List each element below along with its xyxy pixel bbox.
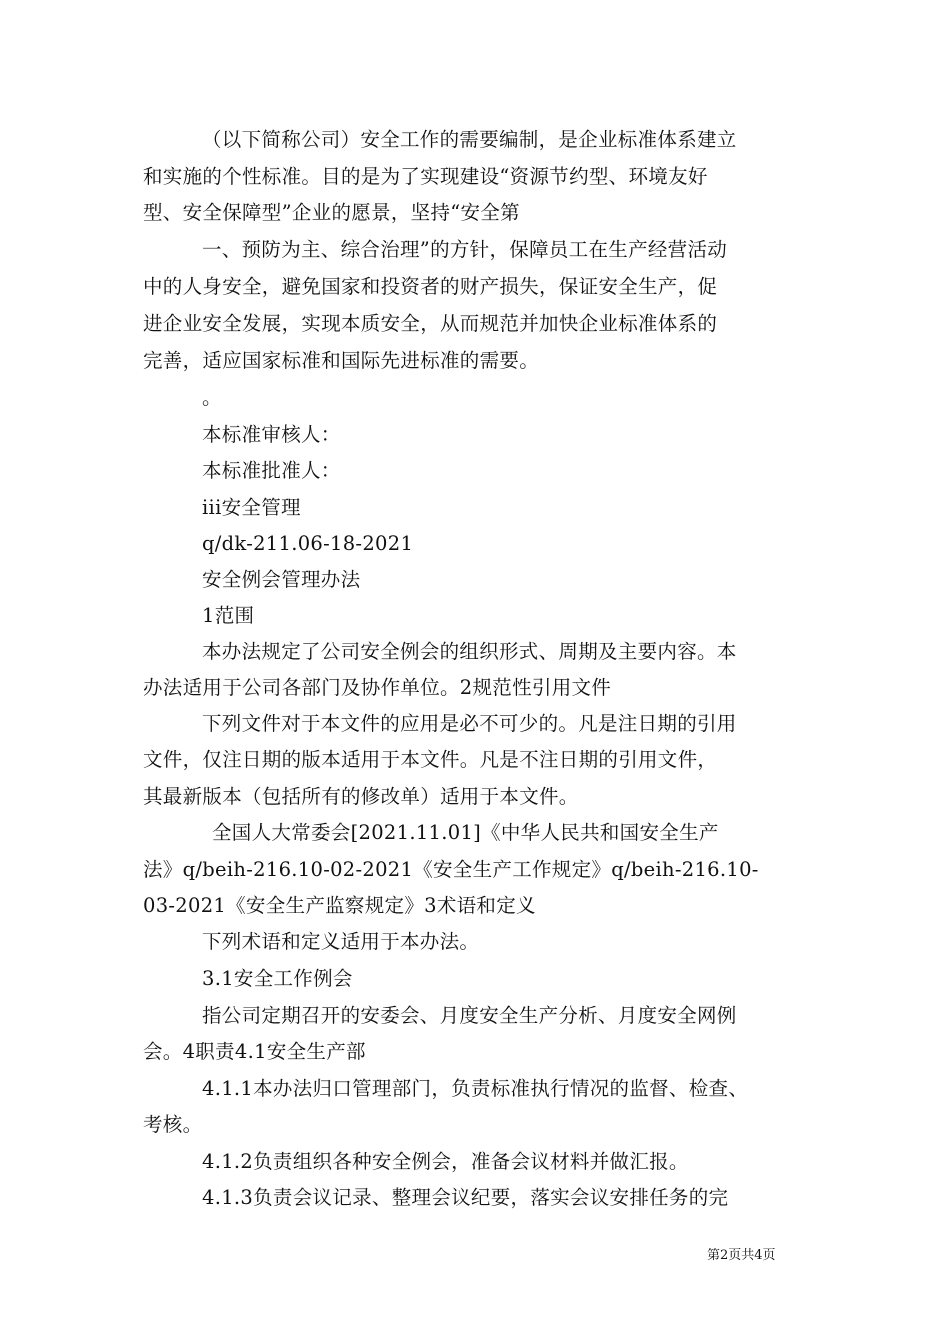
text-line: 指公司定期召开的安委会、月度安全生产分析、月度安全网例 <box>202 1004 737 1027</box>
text-line: 1范围 <box>202 604 255 627</box>
page-number: 第2页共4页 <box>707 1248 776 1263</box>
text-line: 和实施的个性标准。目的是为了实现建设“资源节约型、环境友好 <box>143 165 708 188</box>
text-line: 文件，仅注日期的版本适用于本文件。凡是不注日期的引用文件， <box>143 748 718 771</box>
text-line: 4.1.2负责组织各种安全例会，准备会议材料并做汇报。 <box>202 1150 689 1173</box>
text-line: 法》q/beih-216.10-02-2021《安全生产工作规定》q/beih-216.10- <box>143 858 759 881</box>
text-line: （以下简称公司）安全工作的需要编制，是企业标准体系建立 <box>202 128 737 151</box>
text-line: 考核。 <box>143 1113 203 1136</box>
text-line: 全国人大常委会[2021.11.01]《中华人民共和国安全生产 <box>212 821 719 844</box>
text-line: 本办法规定了公司安全例会的组织形式、周期及主要内容。本 <box>202 640 737 663</box>
text-line: 本标准审核人： <box>202 423 341 446</box>
text-line: 3.1安全工作例会 <box>202 967 353 990</box>
text-line: 03-2021《安全生产监察规定》3术语和定义 <box>143 894 536 917</box>
text-line: 。 <box>202 386 222 409</box>
text-line: 下列文件对于本文件的应用是必不可少的。凡是注日期的引用 <box>202 712 737 735</box>
text-line: 一、预防为主、综合治理”的方针，保障员工在生产经营活动 <box>202 238 728 261</box>
text-line: 中的人身安全，避免国家和投资者的财产损失，保证安全生产，促 <box>143 275 718 298</box>
text-line: 4.1.1本办法归口管理部门，负责标准执行情况的监督、检查、 <box>202 1077 749 1100</box>
text-line: 安全例会管理办法 <box>202 568 361 591</box>
text-line: 办法适用于公司各部门及协作单位。2规范性引用文件 <box>143 676 612 699</box>
text-line: 下列术语和定义适用于本办法。 <box>202 930 480 953</box>
text-line: 4.1.3负责会议记录、整理会议纪要，落实会议安排任务的完 <box>202 1186 729 1209</box>
text-line: iii安全管理 <box>202 496 301 519</box>
text-line: 完善，适应国家标准和国际先进标准的需要。 <box>143 349 540 372</box>
text-line: 其最新版本（包括所有的修改单）适用于本文件。 <box>143 785 579 808</box>
text-line: 会。4职责4.1安全生产部 <box>143 1040 366 1063</box>
text-line: 进企业安全发展，实现本质安全，从而规范并加快企业标准体系的 <box>143 312 718 335</box>
text-line: q/dk-211.06-18-2021 <box>202 532 414 555</box>
text-line: 型、安全保障型”企业的愿景，坚持“安全第 <box>143 201 520 224</box>
text-line: 本标准批准人： <box>202 459 341 482</box>
